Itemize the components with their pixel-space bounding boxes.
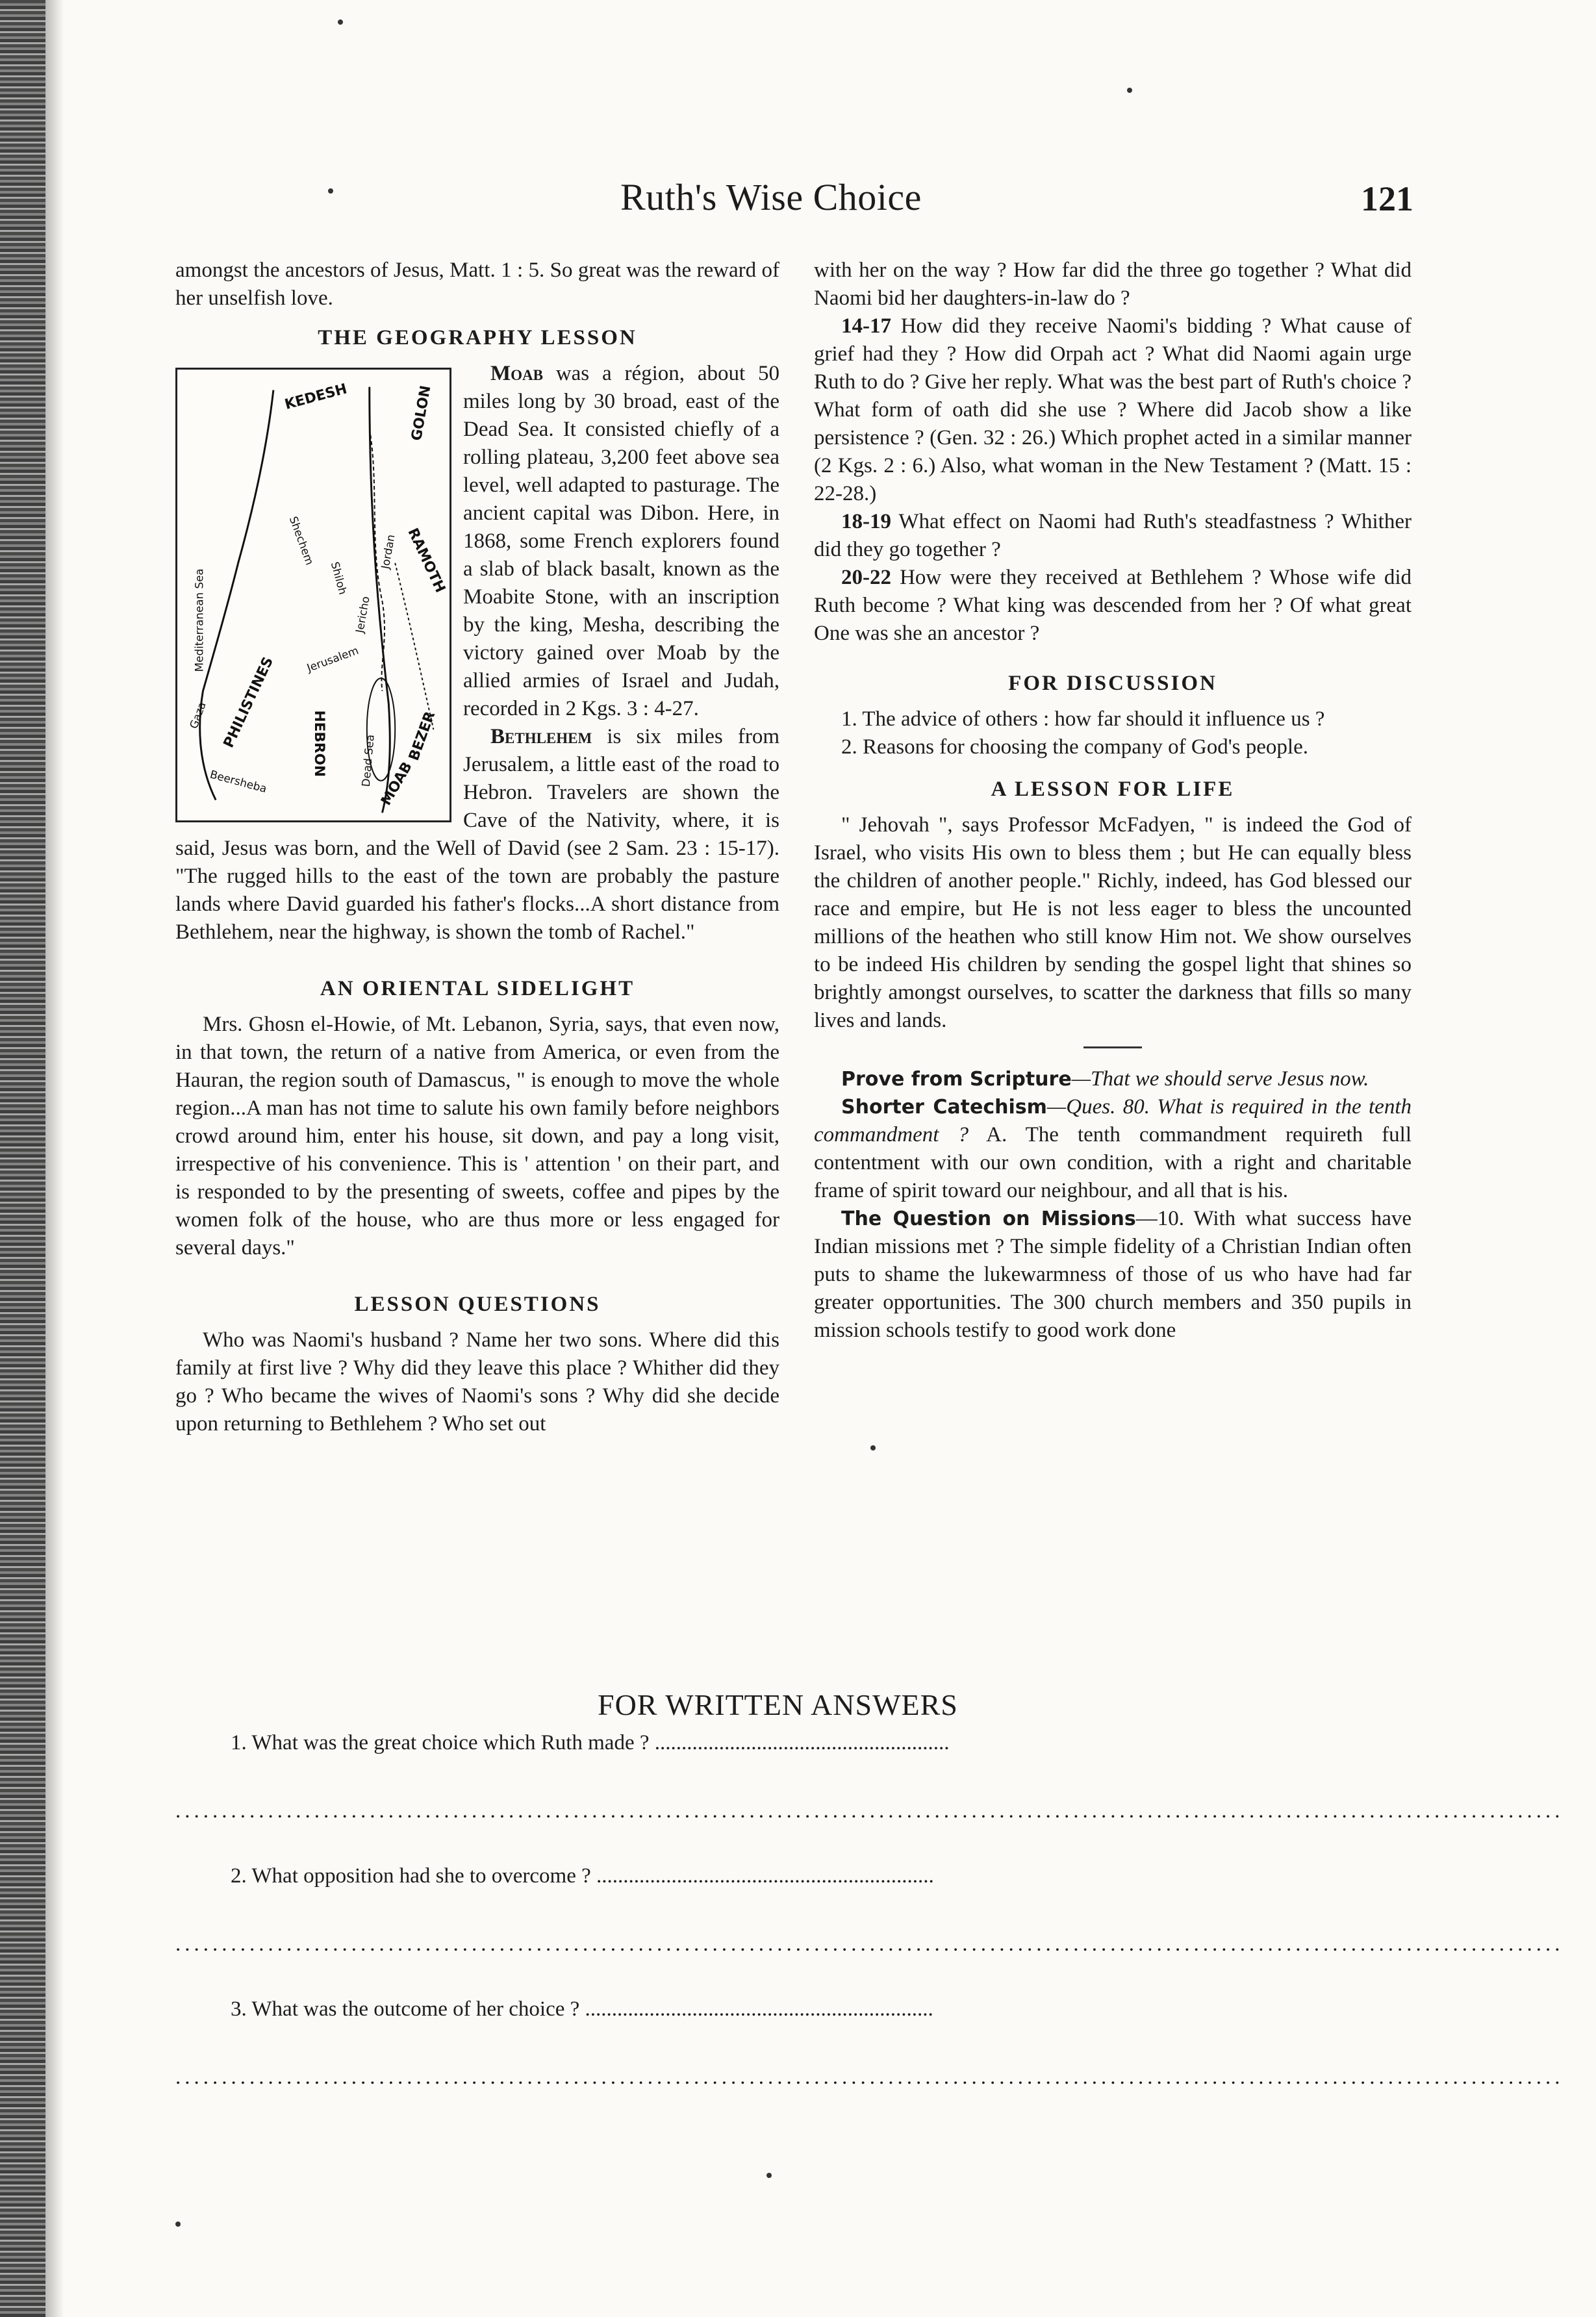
questions-14-17 xyxy=(814,312,1412,508)
written-question-1 xyxy=(231,1731,950,1755)
scan-speck xyxy=(870,1445,876,1450)
oriental-paragraph: Mrs. Ghosn el-Howie, of Mt. Lebanon, Syria, says, that even now, in that town, the return of a native from America, or even from the Hauran, the region south of Damascus, " is enough to move the whole region...A man has not time to salute his own family before neighbors crowd around him, enter his house, sit down, and pay a long visit, irrespective of his convenience. This is ' attention ' on their part, and is responded to by the presenting of sweets, coffee and pipes by the women folk of the house, who are thus more or less engaged for several days." xyxy=(175,1013,779,1260)
catechism-answer: A. The tenth commandment requireth full contentment with our own condition, with a right and charitable frame of spirit toward our neighbour, and all that is his. xyxy=(814,1123,1412,1202)
discussion-item-2: 2. Reasons for choosing the company of God's people. xyxy=(841,735,1308,759)
section-divider xyxy=(1083,1046,1142,1048)
map-label: Gaza xyxy=(186,700,209,731)
scan-speck xyxy=(766,2173,772,2178)
discussion-item-1: 1. The advice of others : how far should it influence us ? xyxy=(841,707,1325,731)
written-question-3 xyxy=(231,1997,933,2021)
written-question-2 xyxy=(231,1864,934,1888)
question-range: 14-17 xyxy=(841,314,891,338)
answer-line[interactable]: ...................................................................................................................................................... xyxy=(175,2066,1564,2089)
answer-leader: ............................................................... xyxy=(590,1864,934,1888)
prove-label: Prove from Scripture xyxy=(841,1068,1072,1091)
scan-speck xyxy=(1127,88,1132,93)
moab-lead: Moab xyxy=(490,362,543,385)
prove-text: —That we should serve Jesus now. xyxy=(1071,1067,1369,1091)
missions-label: The Question on Missions xyxy=(841,1208,1136,1230)
catechism-question: —Ques. 80. What is required in the tenth commandment ? xyxy=(814,1095,1412,1146)
continued-questions: with her on the way ? How far did the three go together ? What did Naomi bid her daughters-in-law do ? xyxy=(814,259,1412,310)
question-text: 2. What opposition had she to overcome ? xyxy=(231,1864,591,1888)
map-label: Jordan xyxy=(378,533,398,570)
map-label: Jerusalem xyxy=(305,643,361,675)
prove-paragraph xyxy=(814,1065,1412,1093)
oriental-heading: AN ORIENTAL SIDELIGHT xyxy=(320,977,635,1000)
book-binding-edge xyxy=(0,0,45,2317)
scan-speck xyxy=(175,2222,181,2227)
right-column xyxy=(814,257,1412,1345)
map-label: Mediterranean Sea xyxy=(192,568,206,672)
written-answers-heading: FOR WRITTEN ANSWERS xyxy=(598,1688,958,1721)
running-head: Ruth's Wise Choice xyxy=(620,176,922,218)
map-label: HEBRON xyxy=(310,710,327,778)
catechism-paragraph xyxy=(814,1093,1412,1205)
map-drawing xyxy=(177,370,450,820)
map-label: Jericho xyxy=(353,595,372,634)
scan-speck xyxy=(338,19,343,25)
life-heading: A LESSON FOR LIFE xyxy=(991,778,1235,801)
answer-leader: ................................................................. xyxy=(579,1997,933,2021)
question-range: 18-19 xyxy=(841,510,891,533)
map-label: Shiloh xyxy=(328,560,350,596)
questions-paragraph: Who was Naomi's husband ? Name her two sons. Where did this family at first live ? Why did they leave this place ? Whither did they go ? Who became the wives of Naomi's sons ? Why did she decide upon returning to Bethlehem ? Who set out xyxy=(175,1328,779,1436)
map-label: Beersheba xyxy=(209,767,268,796)
bethlehem-text: is six miles from Jerusalem, a little east of the road to Hebron. Travelers are shown the Cave of the Nativity, where, it is said, Jesus was born, and the Well of David (see 2 Sam. 23 : 15-17). "The rugged hills to the east of the town are probably the pasture lands where David guarded his father's flocks...A short distance from Bethlehem, near the highway, is shown the tomb of Rachel." xyxy=(175,725,779,944)
life-paragraph: " Jehovah ", says Professor McFadyen, " is indeed the God of Israel, who visits His own to bless them ; but He can equally bless the children of another people." Richly, indeed, has God blessed our race and empire, but He is not less eager to bless the uncounted millions of the heathen who still know Him not. We show ourselves to be indeed His children by sending the gospel light that shines so brightly amongst ourselves, to scatter the darkness that fills so many lives and lands. xyxy=(814,813,1412,1032)
questions-20-22 xyxy=(814,564,1412,648)
map-label: BEZER xyxy=(405,709,439,763)
missions-paragraph xyxy=(814,1205,1412,1345)
map-label: Dead Sea xyxy=(359,734,377,788)
map-label: MOAB xyxy=(377,759,416,809)
map-label: RAMOTH xyxy=(404,525,449,596)
scan-speck xyxy=(328,188,333,194)
binding-shadow xyxy=(45,0,64,2317)
questions-text: What effect on Naomi had Ruth's steadfastness ? Whither did they go together ? xyxy=(814,510,1412,561)
palestine-map xyxy=(175,368,451,822)
geography-heading: THE GEOGRAPHY LESSON xyxy=(318,326,637,349)
questions-18-19 xyxy=(814,508,1412,564)
bethlehem-lead: Bethlehem xyxy=(490,725,592,748)
map-label: GOLON xyxy=(408,384,435,442)
left-column xyxy=(175,257,779,1438)
answer-line[interactable]: ...................................................................................................................................................... xyxy=(175,1799,1564,1823)
questions-heading: LESSON QUESTIONS xyxy=(354,1293,601,1316)
question-text: 3. What was the outcome of her choice ? xyxy=(231,1997,580,2021)
question-text: 1. What was the great choice which Ruth made ? xyxy=(231,1731,650,1754)
question-range: 20-22 xyxy=(841,566,891,589)
answer-leader: ....................................................... xyxy=(649,1731,950,1754)
missions-text: —10. With what success have Indian missions met ? The simple fidelity of a Christian Indian often puts to shame the lukewarmness of those of us who have had far greater opportunities. The 300 church members and 350 pupils in mission schools testify to good work done xyxy=(814,1207,1412,1342)
moab-text: was a région, about 50 miles long by 30 broad, east of the Dead Sea. It consisted chiefly of a rolling plateau, 3,200 feet above sea level, well adapted to pasturage. The ancient capital was Dibon. Here, in 1868, some French explorers found a slab of black basalt, known as the Moabite Stone, with an inscription by the king, Mesha, describing the victory gained over Moab by the allied armies of Israel and Judah, recorded in 2 Kgs. 3 : 4-27. xyxy=(463,362,779,720)
map-label: PHILISTINES xyxy=(220,654,277,751)
questions-text: How were they received at Bethlehem ? Whose wife did Ruth become ? What king was descended from her ? Of what great One was she an ancestor ? xyxy=(814,566,1412,645)
map-label: Shechem xyxy=(286,514,317,567)
intro-paragraph: amongst the ancestors of Jesus, Matt. 1 : 5. So great was the reward of her unselfish love. xyxy=(175,259,779,310)
page-number: 121 xyxy=(1361,179,1413,218)
map-label: KEDESH xyxy=(283,381,349,413)
catechism-label: Shorter Catechism xyxy=(841,1096,1047,1119)
discussion-heading: FOR DISCUSSION xyxy=(1008,672,1217,695)
answer-line[interactable]: ...................................................................................................................................................... xyxy=(175,1932,1564,1956)
questions-text: How did they receive Naomi's bidding ? What cause of grief had they ? How did Orpah act ? What did Naomi again urge Ruth to do ? Give her reply. What was the best part of Ruth's choice ? What form of oath did she use ? Where did Jacob show a like persistence ? (Gen. 32 : 26.) Which prophet acted in a similar manner (2 Kgs. 2 : 6.) Also, what woman in the New Testament ? (Matt. 15 : 22-28.) xyxy=(814,314,1412,505)
